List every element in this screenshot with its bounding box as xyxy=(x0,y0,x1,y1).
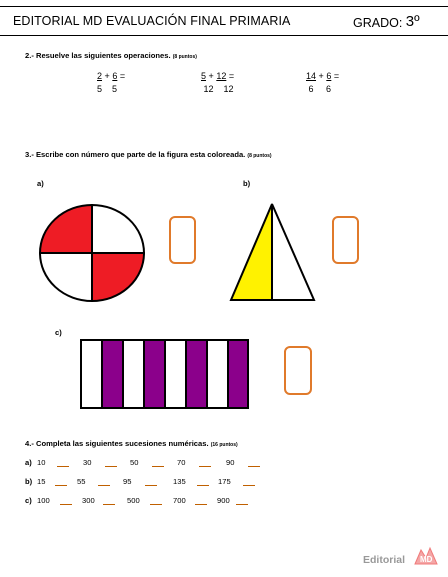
sequence-value: 95 xyxy=(123,477,132,486)
answer-box-b[interactable] xyxy=(332,216,359,264)
question-2-text: 2.- Resuelve las siguientes operaciones. xyxy=(25,51,171,60)
triangle-left-half xyxy=(231,204,272,300)
question-3-text: 3.- Escribe con número que parte de la figura esta coloreada. xyxy=(25,150,246,159)
sequence-label: b) xyxy=(25,477,33,486)
plus-sign: + xyxy=(208,71,214,81)
sequence-blank[interactable] xyxy=(103,498,115,505)
question-3-title xyxy=(25,150,272,159)
denominator: 5 xyxy=(112,84,118,94)
sequence-blank[interactable] xyxy=(55,479,67,486)
sequence-value: 10 xyxy=(37,458,46,467)
fraction-operation-2 xyxy=(201,70,234,96)
numerator: 6 xyxy=(112,71,118,81)
answer-box-a[interactable] xyxy=(169,216,196,264)
sequence-blank[interactable] xyxy=(145,479,157,486)
question-4-text: 4.- Completa las siguientes sucesiones numéricas. xyxy=(25,439,209,448)
stripe-4 xyxy=(144,340,165,408)
denominator: 6 xyxy=(326,84,332,94)
numerator: 6 xyxy=(326,71,332,81)
denominator: 12 xyxy=(223,84,234,94)
sequence-value: 50 xyxy=(130,458,139,467)
sequence-value: 30 xyxy=(83,458,92,467)
triangle-right-half xyxy=(272,204,314,300)
sequence-blank[interactable] xyxy=(243,479,255,486)
triangle-figure xyxy=(228,201,318,303)
logo-mark-text: MD xyxy=(420,555,433,564)
sequence-blank[interactable] xyxy=(57,460,69,467)
logo-mark-icon xyxy=(413,546,439,566)
question-3-points: (8 puntos) xyxy=(247,153,272,159)
editorial-md-logo xyxy=(363,554,405,566)
grade-label: GRADO: xyxy=(353,16,403,30)
figure-c-label: c) xyxy=(55,328,62,337)
sequence-blank[interactable] xyxy=(248,460,260,467)
stripe-1 xyxy=(81,340,102,408)
page-title: EDITORIAL MD EVALUACIÓN FINAL PRIMARIA xyxy=(13,14,291,28)
denominator: 12 xyxy=(203,84,214,94)
stripe-6 xyxy=(186,340,207,408)
circle-quarter-bottom-right xyxy=(92,253,144,301)
plus-sign: + xyxy=(104,71,110,81)
figure-b-label: b) xyxy=(243,179,251,188)
circle-quarter-top-left xyxy=(40,205,92,253)
sequence-blank[interactable] xyxy=(98,479,110,486)
numerator: 5 xyxy=(201,71,207,81)
sequence-blank[interactable] xyxy=(60,498,72,505)
sequence-value: 175 xyxy=(218,477,231,486)
stripe-5 xyxy=(165,340,186,408)
question-4-points: (16 puntos) xyxy=(210,442,238,448)
sequence-value: 70 xyxy=(177,458,186,467)
sequence-value: 15 xyxy=(37,477,46,486)
sequence-label: c) xyxy=(25,496,32,505)
stripe-3 xyxy=(123,340,144,408)
circle-quarter-top-right xyxy=(92,205,144,253)
equals-sign: = xyxy=(333,71,340,81)
sequence-value: 900 xyxy=(217,496,230,505)
sequence-blank[interactable] xyxy=(150,498,162,505)
sequence-label: a) xyxy=(25,458,32,467)
numerator: 2 xyxy=(97,71,103,81)
equals-sign: = xyxy=(228,71,235,81)
sequence-blank[interactable] xyxy=(199,460,211,467)
circle-quarter-bottom-left xyxy=(40,253,92,301)
sequence-value: 100 xyxy=(37,496,50,505)
sequence-value: 300 xyxy=(82,496,95,505)
question-2-points: (8 puntos) xyxy=(172,54,197,60)
fraction-operation-3 xyxy=(306,70,339,96)
figure-a-label: a) xyxy=(37,179,44,188)
answer-box-c[interactable] xyxy=(284,346,312,395)
question-4-title xyxy=(25,439,238,448)
stripe-7 xyxy=(207,340,228,408)
sequence-blank[interactable] xyxy=(195,498,207,505)
stripe-2 xyxy=(102,340,123,408)
sequence-row-c xyxy=(25,496,230,506)
denominator: 5 xyxy=(97,84,103,94)
stripe-8 xyxy=(228,340,248,408)
sequence-value: 500 xyxy=(127,496,140,505)
striped-bar-figure xyxy=(79,338,251,411)
sequence-row-a xyxy=(25,458,235,468)
header-bottom-rule xyxy=(0,35,448,36)
numerator: 14 xyxy=(306,71,317,81)
sequence-row-b xyxy=(25,477,231,487)
fraction-operation-1 xyxy=(97,70,125,96)
sequence-blank[interactable] xyxy=(197,479,209,486)
equals-sign: = xyxy=(119,71,126,81)
header-top-rule xyxy=(0,6,448,7)
sequence-value: 135 xyxy=(173,477,186,486)
question-2-title xyxy=(25,51,197,60)
sequence-value: 55 xyxy=(77,477,86,486)
circle-figure xyxy=(38,203,146,303)
grade-value: 3º xyxy=(405,13,420,30)
sequence-value: 90 xyxy=(226,458,235,467)
plus-sign: + xyxy=(318,71,324,81)
grade-field xyxy=(353,14,420,31)
numerator: 12 xyxy=(216,71,227,81)
denominator: 6 xyxy=(308,84,314,94)
sequence-blank[interactable] xyxy=(105,460,117,467)
logo-text: Editorial xyxy=(363,554,406,566)
sequence-blank[interactable] xyxy=(152,460,164,467)
sequence-value: 700 xyxy=(173,496,186,505)
sequence-blank[interactable] xyxy=(236,498,248,505)
